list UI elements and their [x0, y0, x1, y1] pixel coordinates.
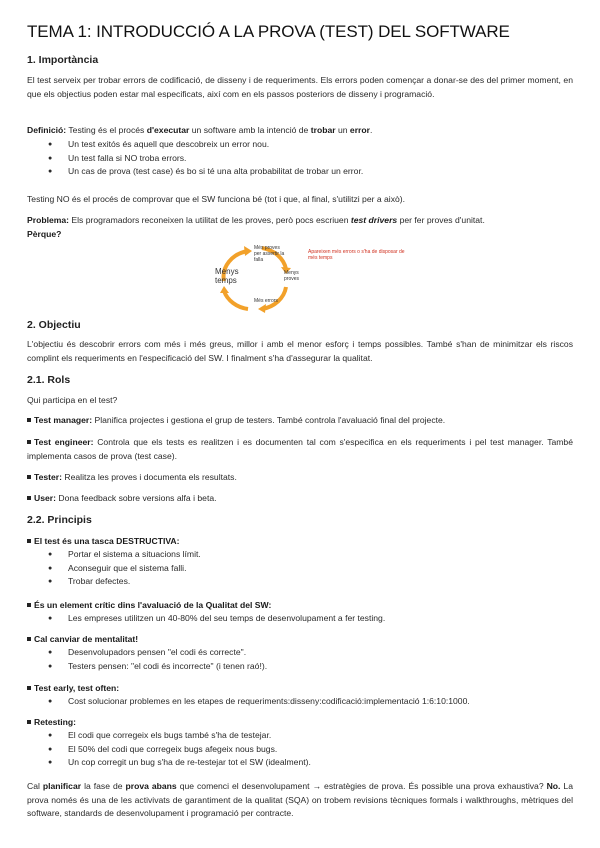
- principle-label: Cal canviar de mentalitat!: [34, 634, 139, 644]
- problem-label: Problema:: [27, 215, 70, 225]
- principle-element-critic-list: [48, 612, 385, 626]
- list-item: ● Un test falla si NO troba errors.: [48, 152, 363, 166]
- role-text: Planifica projectes i gestiona el grup de testers. També controla l'avaluació final del projecte.: [92, 415, 446, 425]
- heading-importancia: 1. Importància: [27, 54, 99, 66]
- heading-objectiu: 2. Objectiu: [27, 319, 81, 331]
- principle-element-critic: [27, 599, 271, 613]
- diagram-bottom-label: Més errors: [254, 298, 278, 304]
- role-label: User:: [34, 493, 56, 503]
- square-bullet-icon: [27, 418, 31, 422]
- square-bullet-icon: [27, 637, 31, 641]
- role-test-manager: [27, 414, 573, 428]
- list-item: ● Les empreses utilitzen un 40-80% del seu temps de desenvolupament a fer testing.: [48, 612, 385, 626]
- final-text-c: la fase de: [81, 781, 126, 791]
- list-item: ● Portar el sistema a situacions límit.: [48, 548, 201, 562]
- role-label: Tester:: [34, 472, 63, 482]
- square-bullet-icon: [27, 496, 31, 500]
- list-item: ● El codi que corregeix els bugs també s'ha de testejar.: [48, 729, 311, 743]
- definition-line: [27, 124, 372, 138]
- role-text: Realitza les proves i documenta els resultats.: [62, 472, 237, 482]
- role-text: Controla que els tests es realitzen i es documenten tal com s'especifica en els requeriments i pel test manager. També implementa casos de prova (test case).: [27, 437, 573, 461]
- square-bullet-icon: [27, 440, 31, 444]
- role-text: Dona feedback sobre versions alfa i beta.: [55, 493, 217, 503]
- problem-question: Pèrque?: [27, 228, 62, 239]
- square-bullet-icon: [27, 686, 31, 690]
- definition-text-a: Testing és el procés: [66, 125, 147, 135]
- list-item: ● Un cop corregit un bug s'ha de re-testejar tot el SW (idealment).: [48, 756, 311, 770]
- problem-text-c: per fer proves d'unitat.: [397, 215, 485, 225]
- final-bold-planificar: planificar: [42, 781, 82, 791]
- principle-retesting-list: [48, 729, 311, 770]
- principle-label: El test és una tasca DESTRUCTIVA:: [34, 536, 180, 546]
- cycle-diagram: [214, 243, 414, 313]
- principle-destructiva-list: [48, 548, 201, 589]
- list-item: ● Cost solucionar problemes en les etapes de requeriments:disseny:codificació:implementació 1:6:10:1000.: [48, 695, 470, 709]
- list-item: ● Trobar defectes.: [48, 575, 201, 589]
- rols-question: Qui participa en el test?: [27, 395, 118, 405]
- final-bold-prova-abans: prova abans: [125, 781, 177, 791]
- principle-test-early: [27, 682, 119, 696]
- diagram-center-label: Menys temps: [215, 267, 239, 285]
- paragraph-problem: [27, 214, 573, 241]
- definition-bold-error: error: [349, 125, 370, 135]
- square-bullet-icon: [27, 539, 31, 543]
- principle-label: Test early, test often:: [34, 683, 120, 693]
- problem-text-a: Els programadors reconeixen la utilitat de les proves, però pocs escriuen: [69, 215, 351, 225]
- paragraph-intro: El test serveix per trobar errors de codificació, de disseny i de requeriments. Els errors poden començar a donar-se des del primer moment, en que els objectius poden estar mal especificats, així com en els passos posteriors de disseny i programació.: [27, 75, 573, 99]
- role-test-engineer: [27, 436, 573, 463]
- principle-retesting: [27, 716, 76, 730]
- principle-destructiva: [27, 535, 180, 549]
- square-bullet-icon: [27, 475, 31, 479]
- role-label: Test engineer:: [34, 437, 94, 447]
- problem-test-drivers: test drivers: [350, 215, 398, 225]
- role-user: [27, 492, 573, 506]
- list-item: ● Aconseguir que el sistema falli.: [48, 562, 201, 576]
- definition-bold-executar: d'executar: [146, 125, 190, 135]
- final-text-e: que comenci el desenvolupament → estratègies de prova. És possible una prova exhaustiva?: [176, 781, 547, 791]
- paragraph-objectiu: L'objectiu és descobrir errors com més i més greus, millor i amb el menor esforç i temps possibles. També s'han de minimitzar els riscos complint els requeriments en l'especificació del SW. I finalment s'ha d'assegurar la qualitat.: [27, 339, 573, 363]
- principle-label: És un element crític dins l'avaluació de la Qualitat del SW:: [34, 600, 272, 610]
- final-bold-no: No.: [546, 781, 561, 791]
- square-bullet-icon: [27, 603, 31, 607]
- square-bullet-icon: [27, 720, 31, 724]
- final-text-a: Cal: [27, 781, 43, 791]
- definition-text-e: un: [335, 125, 350, 135]
- list-item: ● Desenvolupadors pensen "el codi és correcte".: [48, 646, 267, 660]
- diagram-top-label: Més proves per assertir la falla: [254, 245, 285, 263]
- paragraph-not-testing: Testing NO és el procés de comprovar que el SW funciona bé (tot i que, al final, s'utilitzi per a això).: [27, 194, 406, 204]
- paragraph-final: [27, 780, 573, 821]
- principle-mentalitat: [27, 633, 138, 647]
- principle-label: Retesting:: [34, 717, 77, 727]
- list-item: ● Un test exitós és aquell que descobreix un error nou.: [48, 138, 363, 152]
- definition-bullets: [48, 138, 363, 179]
- heading-rols: 2.1. Rols: [27, 374, 71, 386]
- definition-label: Definició:: [27, 125, 67, 135]
- role-label: Test manager:: [34, 415, 93, 425]
- final-text-g: La prova només és una de les activivats de garantiment de la qualitat (SQA) on trobem revisions tècniques formals i walkthroughs, mètriques del software, standards de desenvolupament i programació per contracte.: [27, 781, 573, 818]
- definition-bold-trobar: trobar: [310, 125, 336, 135]
- heading-principis: 2.2. Principis: [27, 514, 92, 526]
- list-item: ● Testers pensen: "el codi és incorrecte" (i tenen raó!).: [48, 660, 267, 674]
- principle-test-early-list: [48, 695, 470, 709]
- diagram-note: Apareixen més errors o s'ha de disposar de més temps: [308, 249, 405, 261]
- list-item: ● El 50% del codi que corregeix bugs afegeix nous bugs.: [48, 743, 311, 757]
- list-item: ● Un cas de prova (test case) és bo si té una alta probabilitat de trobar un error.: [48, 165, 363, 179]
- principle-mentalitat-list: [48, 646, 267, 673]
- definition-text-g: .: [369, 125, 373, 135]
- definition-text-c: un software amb la intenció de: [189, 125, 311, 135]
- diagram-right-label: Menys proves: [284, 270, 300, 282]
- page-title: TEMA 1: INTRODUCCIÓ A LA PROVA (TEST) DEL SOFTWARE: [27, 22, 510, 41]
- role-tester: [27, 471, 573, 485]
